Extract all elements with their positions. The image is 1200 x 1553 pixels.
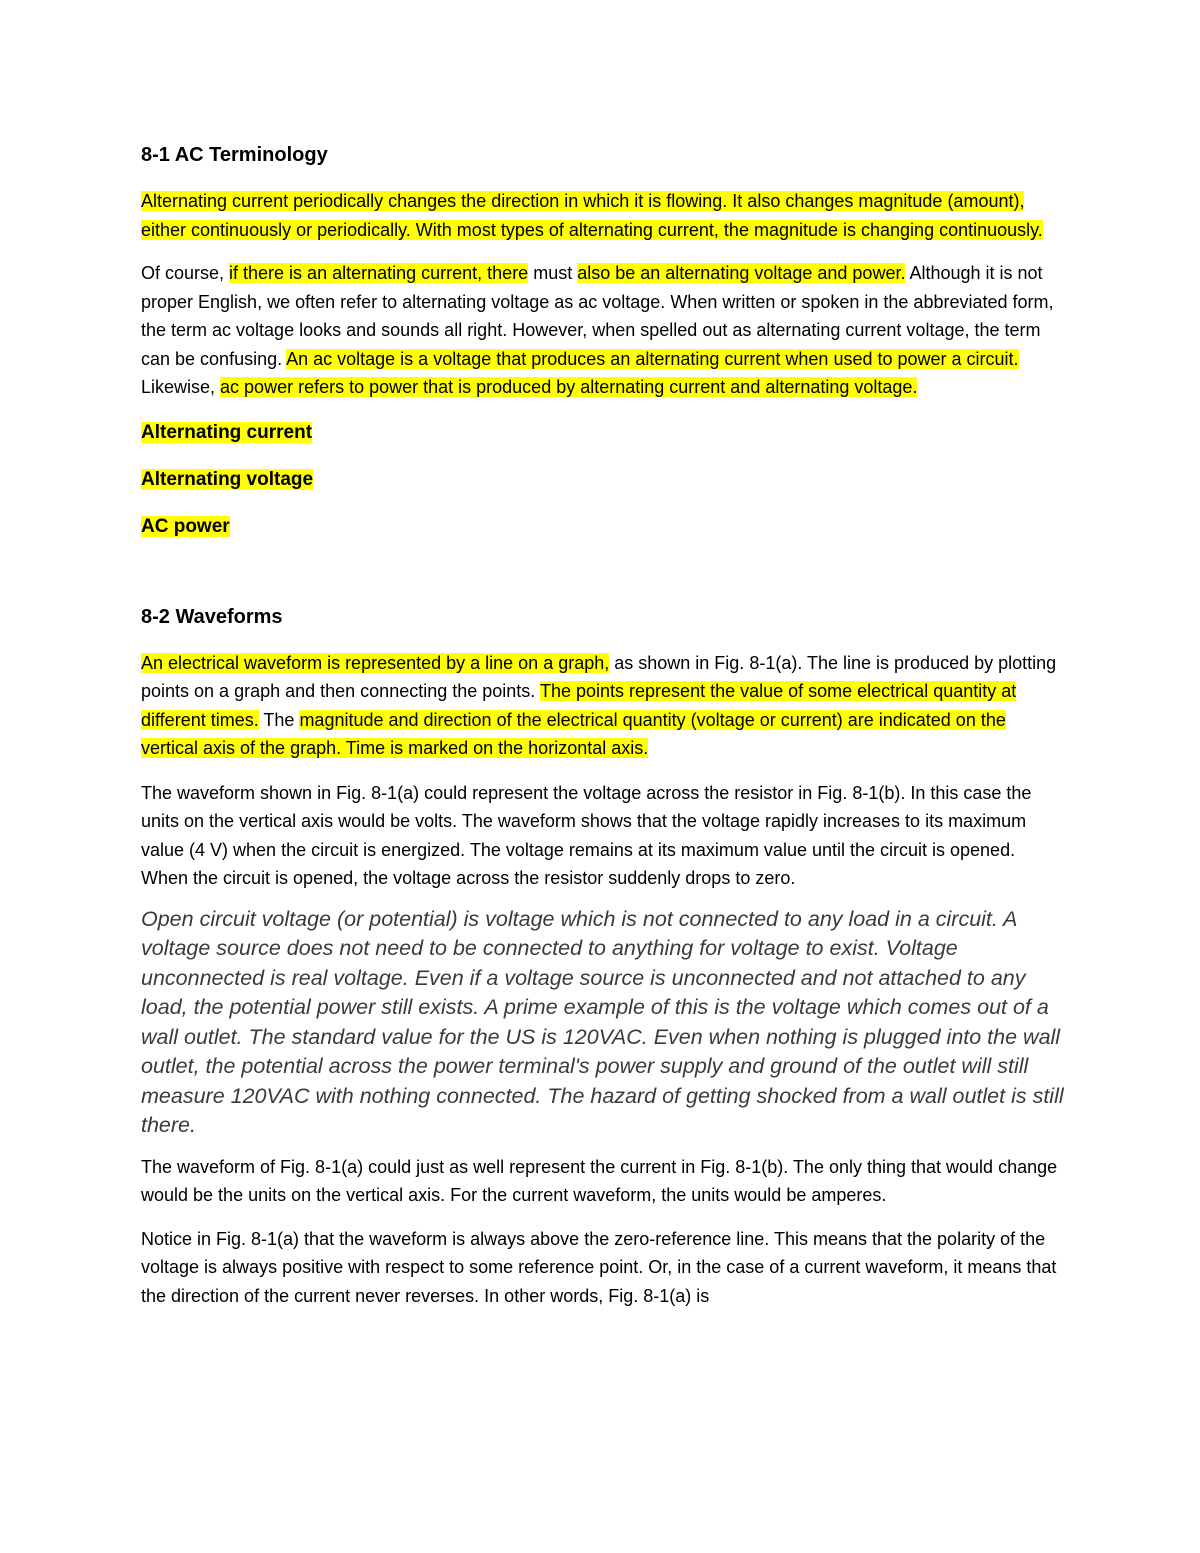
highlighted-text: ac power refers to power that is produced by alternating current and alternating voltage. <box>220 377 918 397</box>
paragraph-waveform-voltage: The waveform shown in Fig. 8-1(a) could represent the voltage across the resistor in Fig. 8-1(b). In this case the units on the vertical axis would be volts. The waveform shows that the voltage rapidly increases to its maximum value (4 V) when the circuit is energized. The voltage remains at its maximum value until the circuit is opened. When the circuit is opened, the voltage across the resistor suddenly drops to zero. <box>141 782 1032 888</box>
highlighted-text: An ac voltage is a voltage that produces an alternating current when used to power a circuit. <box>286 348 1019 369</box>
paragraph-waveform-definition <box>141 649 1065 763</box>
highlighted-text: magnitude and direction of the electrical quantity (voltage or current) are indicated on the vertical axis of the graph. Time is marked on the horizontal axis. <box>141 709 1006 758</box>
section-heading-ac-terminology: 8-1 AC Terminology <box>141 144 328 166</box>
paragraph-waveform-current: The waveform of Fig. 8-1(a) could just as well represent the current in Fig. 8-1(b). The only thing that would change would be the units on the vertical axis. For the current waveform, the units would be amperes. <box>141 1156 1058 1205</box>
term-alternating-current <box>141 419 1065 447</box>
paragraph-ac-voltage <box>141 259 1065 402</box>
highlighted-term: Alternating current <box>141 421 313 443</box>
highlighted-text: also be an alternating voltage and power. <box>577 263 906 283</box>
term-alternating-voltage <box>141 466 1065 494</box>
text-run: Likewise, <box>141 377 221 397</box>
text-run: Of course, <box>141 263 230 283</box>
highlighted-text: The points represent the value of some electrical quantity at different times. <box>141 681 1017 730</box>
highlighted-term: AC power <box>141 515 230 537</box>
paragraph-waveform-polarity: Notice in Fig. 8-1(a) that the waveform is always above the zero-reference line. This means that the polarity of the voltage is always positive with respect to some reference point. Or, in the case of a current waveform, it means that the direction of the current never reverses. In other words, Fig. 8-1(a) is <box>141 1228 1057 1306</box>
paragraph-open-circuit-voltage: Open circuit voltage (or potential) is voltage which is not connected to any load in a circuit. A voltage source does not need to be connected to anything for voltage to exist. Voltage unconnected is real voltage. Even if a voltage source is unconnected and not attached to any load, the potential power still exists. A prime example of this is the voltage which comes out of a wall outlet. The standard value for the US is 120VAC. Even when nothing is plugged into the wall outlet, the potential across the power terminal's power supply and ground of the outlet will still measure 120VAC with nothing connected. The hazard of getting shocked from a wall outlet is still there. <box>141 906 1064 1137</box>
text-run: The <box>258 709 300 730</box>
text-run: as shown in Fig. 8-1(a). The line is produced by plotting points on a graph and then connecting the points. <box>141 652 1057 701</box>
section-heading-waveforms: 8-2 Waveforms <box>141 605 283 628</box>
text-run: Although it is not proper English, we often refer to alternating voltage as ac voltage. When written or spoken in the abbreviated form, the term ac voltage looks and sounds all right. However, when spelled out as alternating current voltage, the term can be confusing. <box>141 263 1054 369</box>
term-ac-power <box>141 513 1065 541</box>
highlighted-term: Alternating voltage <box>141 468 314 490</box>
document-body <box>141 141 1065 1310</box>
highlighted-text: Alternating current periodically changes the direction in which it is flowing. It also changes magnitude (amount), either continuously or periodically. With most types of alternating current, the magnitude is changing continuously. <box>141 191 1043 240</box>
highlighted-text: An electrical waveform is represented by a line on a graph, <box>141 652 610 673</box>
paragraph-ac-definition <box>141 187 1065 244</box>
text-run: must <box>528 263 578 283</box>
highlighted-text: if there is an alternating current, there <box>229 263 529 283</box>
